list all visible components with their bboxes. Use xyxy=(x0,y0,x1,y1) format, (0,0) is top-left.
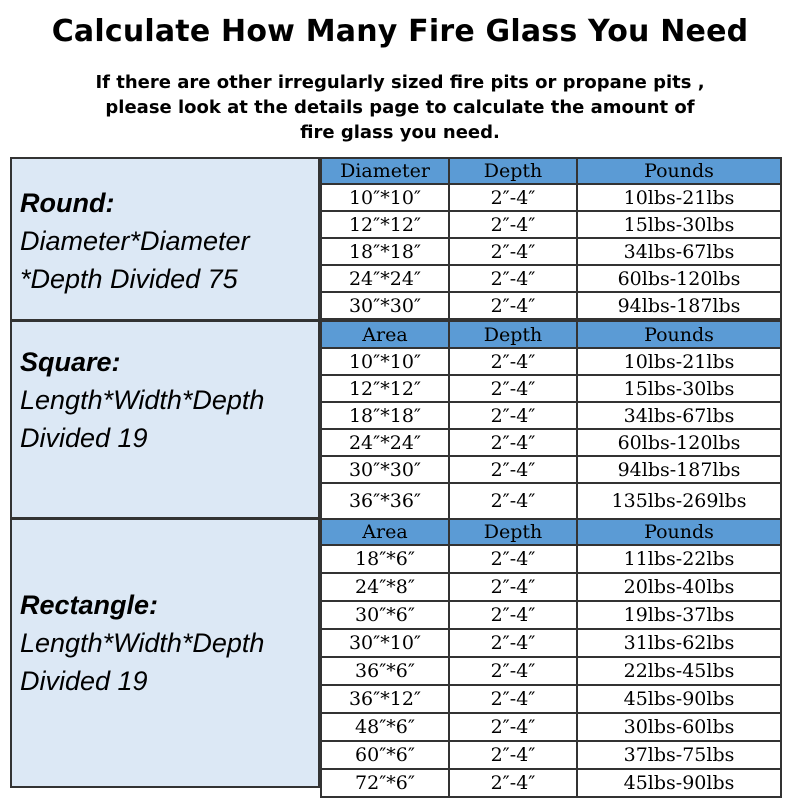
shape-label: Round: xyxy=(20,188,115,218)
table-row xyxy=(321,769,781,797)
pounds-cell: 34lbs-67lbs xyxy=(577,402,781,429)
table-row xyxy=(321,657,781,685)
pounds-cell: 20lbs-40lbs xyxy=(577,573,781,601)
pounds-cell: 22lbs-45lbs xyxy=(577,657,781,685)
size-cell: 24″*24″ xyxy=(321,265,449,292)
table-row xyxy=(321,292,781,319)
subtitle-line: If there are other irregularly sized fire pits or propane pits , xyxy=(95,72,705,93)
size-cell: 10″*10″ xyxy=(321,184,449,211)
size-cell: 24″*24″ xyxy=(321,429,449,456)
size-cell: 12″*12″ xyxy=(321,375,449,402)
page-title: Calculate How Many Fire Glass You Need xyxy=(51,14,749,49)
table-row xyxy=(321,741,781,769)
column-header: Pounds xyxy=(577,158,781,184)
column-header: Pounds xyxy=(577,519,781,545)
formula-line: Length*Width*Depth xyxy=(20,628,265,658)
round-formula-panel xyxy=(10,157,320,321)
depth-cell: 2″-4″ xyxy=(449,601,577,629)
table-row xyxy=(321,348,781,375)
table-row xyxy=(321,545,781,573)
size-cell: 30″*30″ xyxy=(321,292,449,319)
formula-line: Length*Width*Depth xyxy=(20,385,265,415)
pounds-cell: 94lbs-187lbs xyxy=(577,456,781,483)
depth-cell: 2″-4″ xyxy=(449,429,577,456)
size-cell: 72″*6″ xyxy=(321,769,449,797)
depth-cell: 2″-4″ xyxy=(449,265,577,292)
depth-cell: 2″-4″ xyxy=(449,741,577,769)
depth-cell: 2″-4″ xyxy=(449,211,577,238)
table-row xyxy=(321,429,781,456)
column-header: Area xyxy=(321,321,449,348)
pounds-cell: 45lbs-90lbs xyxy=(577,685,781,713)
column-header: Depth xyxy=(449,321,577,348)
formula-line: *Depth Divided 75 xyxy=(20,264,238,294)
table-row xyxy=(321,685,781,713)
pounds-cell: 10lbs-21lbs xyxy=(577,184,781,211)
formula-line: Divided 19 xyxy=(20,423,148,453)
table-row xyxy=(321,265,781,292)
depth-cell: 2″-4″ xyxy=(449,629,577,657)
size-cell: 30″*6″ xyxy=(321,601,449,629)
depth-cell: 2″-4″ xyxy=(449,184,577,211)
table-row xyxy=(321,483,781,519)
square-formula-panel xyxy=(10,320,320,519)
depth-cell: 2″-4″ xyxy=(449,402,577,429)
depth-cell: 2″-4″ xyxy=(449,292,577,319)
column-header: Depth xyxy=(449,158,577,184)
table-header-row xyxy=(321,158,781,184)
pounds-cell: 19lbs-37lbs xyxy=(577,601,781,629)
column-header: Area xyxy=(321,519,449,545)
depth-cell: 2″-4″ xyxy=(449,375,577,402)
table-row xyxy=(321,629,781,657)
table-header-row xyxy=(321,321,781,348)
pounds-cell: 34lbs-67lbs xyxy=(577,238,781,265)
pounds-cell: 15lbs-30lbs xyxy=(577,211,781,238)
size-cell: 48″*6″ xyxy=(321,713,449,741)
size-cell: 18″*18″ xyxy=(321,238,449,265)
subtitle-line: fire glass you need. xyxy=(300,122,500,143)
table-header-row xyxy=(321,519,781,545)
size-cell: 18″*18″ xyxy=(321,402,449,429)
subtitle-line: please look at the details page to calculate the amount of xyxy=(105,97,695,118)
rectangle-formula-panel xyxy=(10,518,320,788)
size-cell: 24″*8″ xyxy=(321,573,449,601)
pounds-cell: 11lbs-22lbs xyxy=(577,545,781,573)
pounds-cell: 45lbs-90lbs xyxy=(577,769,781,797)
table-row xyxy=(321,601,781,629)
depth-cell: 2″-4″ xyxy=(449,573,577,601)
pounds-cell: 31lbs-62lbs xyxy=(577,629,781,657)
column-header: Depth xyxy=(449,519,577,545)
table-row xyxy=(321,456,781,483)
pounds-cell: 15lbs-30lbs xyxy=(577,375,781,402)
formula-line: Diameter*Diameter xyxy=(20,226,250,256)
table-row xyxy=(321,184,781,211)
size-cell: 12″*12″ xyxy=(321,211,449,238)
table-row xyxy=(321,573,781,601)
shape-label: Rectangle: xyxy=(20,590,159,620)
pounds-cell: 30lbs-60lbs xyxy=(577,713,781,741)
depth-cell: 2″-4″ xyxy=(449,238,577,265)
shape-label: Square: xyxy=(20,347,121,377)
size-cell: 36″*36″ xyxy=(321,483,449,519)
square-table xyxy=(320,320,782,520)
table-row xyxy=(321,211,781,238)
depth-cell: 2″-4″ xyxy=(449,713,577,741)
formula-line: Divided 19 xyxy=(20,666,148,696)
depth-cell: 2″-4″ xyxy=(449,769,577,797)
depth-cell: 2″-4″ xyxy=(449,348,577,375)
column-header: Diameter xyxy=(321,158,449,184)
column-header: Pounds xyxy=(577,321,781,348)
depth-cell: 2″-4″ xyxy=(449,657,577,685)
pounds-cell: 94lbs-187lbs xyxy=(577,292,781,319)
depth-cell: 2″-4″ xyxy=(449,456,577,483)
pounds-cell: 10lbs-21lbs xyxy=(577,348,781,375)
depth-cell: 2″-4″ xyxy=(449,483,577,519)
size-cell: 10″*10″ xyxy=(321,348,449,375)
depth-cell: 2″-4″ xyxy=(449,545,577,573)
depth-cell: 2″-4″ xyxy=(449,685,577,713)
size-cell: 60″*6″ xyxy=(321,741,449,769)
pounds-cell: 37lbs-75lbs xyxy=(577,741,781,769)
size-cell: 36″*6″ xyxy=(321,657,449,685)
size-cell: 36″*12″ xyxy=(321,685,449,713)
pounds-cell: 135lbs-269lbs xyxy=(577,483,781,519)
subtitle-note xyxy=(40,70,760,145)
table-row xyxy=(321,375,781,402)
round-table xyxy=(320,157,782,320)
table-row xyxy=(321,713,781,741)
table-row xyxy=(321,402,781,429)
size-cell: 18″*6″ xyxy=(321,545,449,573)
size-cell: 30″*30″ xyxy=(321,456,449,483)
table-row xyxy=(321,238,781,265)
pounds-cell: 60lbs-120lbs xyxy=(577,265,781,292)
rectangle-table xyxy=(320,518,782,798)
size-cell: 30″*10″ xyxy=(321,629,449,657)
pounds-cell: 60lbs-120lbs xyxy=(577,429,781,456)
